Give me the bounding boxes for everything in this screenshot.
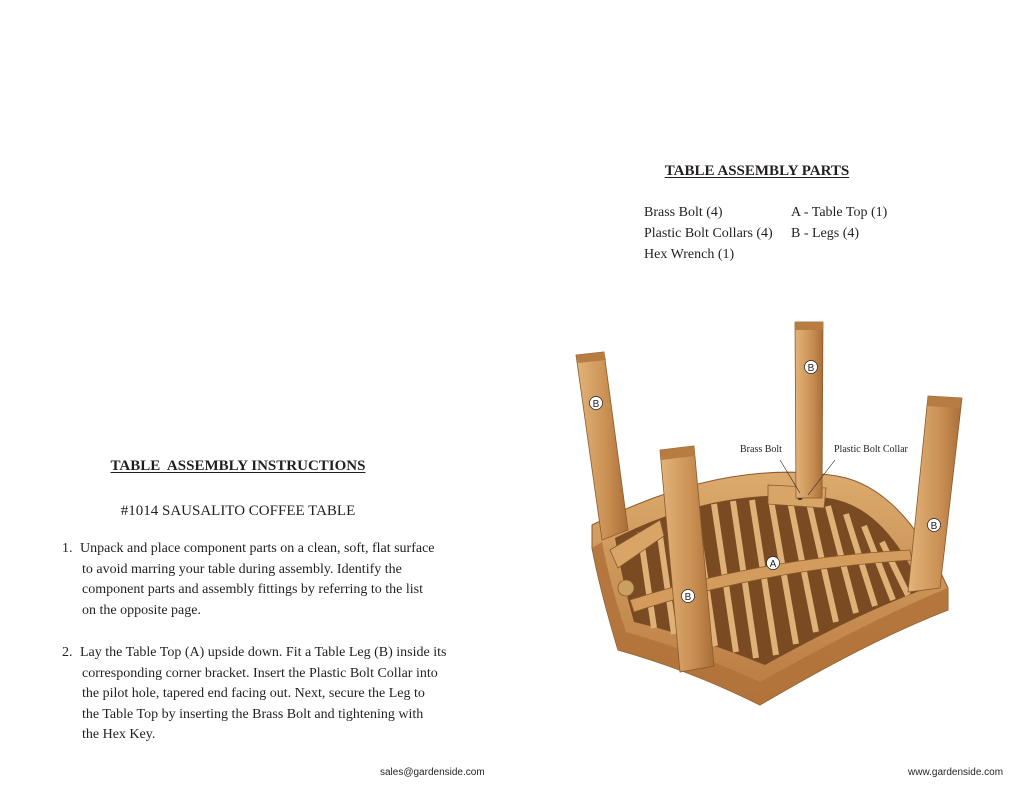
hardware-list <box>644 202 773 265</box>
step-line: component parts and assembly fittings by referring to the list <box>82 582 423 598</box>
instruction-step-1 <box>62 539 462 629</box>
leg-right <box>908 396 962 592</box>
component-item-legs: B - Legs (4) <box>791 226 860 241</box>
step-line: corresponding corner bracket. Insert the Plastic Bolt Collar into <box>82 665 438 681</box>
hardware-item-bolt-collars: Plastic Bolt Collars (4) <box>644 226 773 241</box>
step-text <box>82 643 446 746</box>
footer-email: sales@gardenside.com <box>380 767 485 778</box>
label-leg-back-left <box>590 397 603 411</box>
step-line: the Table Top by inserting the Brass Bolt and tightening with <box>82 706 424 722</box>
callout-brass-bolt: Brass Bolt <box>740 444 782 455</box>
hardware-item-brass-bolt: Brass Bolt (4) <box>644 205 723 220</box>
footer-website: www.gardenside.com <box>908 767 1004 778</box>
svg-text:B: B <box>807 363 815 374</box>
step-line: to avoid marring your table during assembly. Identify the <box>82 561 402 577</box>
label-leg-front <box>682 590 695 604</box>
instructions-title: TABLE ASSEMBLY INSTRUCTIONS <box>110 458 366 474</box>
svg-text:B: B <box>930 521 938 532</box>
label-leg-back-right <box>805 361 818 375</box>
hardware-item-hex-wrench: Hex Wrench (1) <box>644 247 735 262</box>
step-text <box>82 539 435 621</box>
label-leg-right <box>928 519 941 533</box>
step-line: the pilot hole, tapered end facing out. Next, secure the Leg to <box>82 686 425 702</box>
component-item-table-top: A - Table Top (1) <box>791 205 888 220</box>
step-line: the Hex Key. <box>82 727 156 743</box>
parts-title: TABLE ASSEMBLY PARTS <box>664 163 850 179</box>
svg-text:A: A <box>769 559 777 570</box>
component-list <box>791 202 887 244</box>
leg-back-left <box>576 352 628 540</box>
label-table-top <box>767 557 780 571</box>
instruction-step-2 <box>62 643 462 753</box>
svg-text:B: B <box>592 399 600 410</box>
step-number: 1. <box>62 541 73 556</box>
table-diagram <box>570 310 970 715</box>
step-line: Lay the Table Top (A) upside down. Fit a Table Leg (B) inside its <box>80 645 447 660</box>
step-line: Unpack and place component parts on a clean, soft, flat surface <box>80 541 435 556</box>
step-number: 2. <box>62 645 73 660</box>
step-line: on the opposite page. <box>82 602 201 618</box>
product-title: #1014 SAUSALITO COFFEE TABLE <box>120 503 356 519</box>
leg-back-right <box>795 322 823 498</box>
svg-text:B: B <box>684 592 692 603</box>
callout-plastic-bolt-collar: Plastic Bolt Collar <box>834 444 908 455</box>
